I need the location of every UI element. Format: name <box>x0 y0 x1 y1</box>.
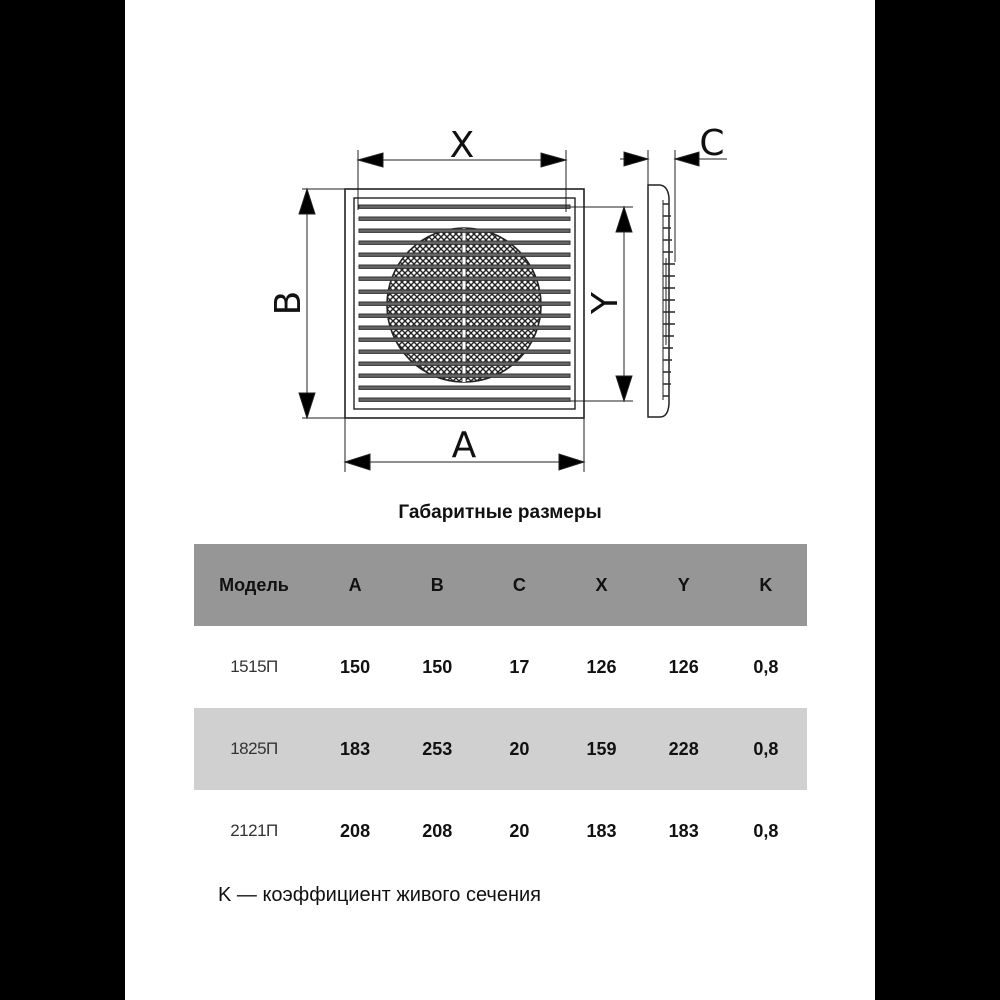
cell-model: 2121П <box>230 821 278 840</box>
cell-a: 150 <box>340 656 371 677</box>
cell-b: 208 <box>422 820 453 841</box>
cell-y: 126 <box>668 656 699 677</box>
header-c: C <box>478 544 560 626</box>
cell-k: 0,8 <box>753 656 779 677</box>
cell-x: 126 <box>586 656 617 677</box>
side-view <box>648 185 675 417</box>
table-row <box>194 708 807 790</box>
section-title: Габаритные размеры <box>398 502 602 523</box>
cell-b: 253 <box>396 708 478 790</box>
label-x: X <box>449 125 475 166</box>
label-c: C <box>699 123 725 164</box>
cell-y: 228 <box>643 708 725 790</box>
header-x: X <box>560 544 642 626</box>
table-row <box>194 626 807 708</box>
cell-c: 17 <box>509 656 530 677</box>
table-header-row <box>194 544 807 626</box>
front-view <box>345 189 584 418</box>
cell-x: 183 <box>586 820 617 841</box>
cell-c: 20 <box>509 820 530 841</box>
label-y: Y <box>585 292 626 314</box>
label-a: A <box>451 425 477 466</box>
header-b: B <box>396 544 478 626</box>
header-y: Y <box>643 544 725 626</box>
cell-a: 183 <box>314 708 396 790</box>
cell-k: 0,8 <box>725 708 807 790</box>
cell-x: 159 <box>560 708 642 790</box>
label-b: B <box>268 290 309 316</box>
cell-c: 20 <box>478 708 560 790</box>
header-k: K <box>725 544 807 626</box>
header-a: A <box>314 544 396 626</box>
coefficient-note: K — коэффициент живого сечения <box>218 884 542 906</box>
header-model: Модель <box>194 544 314 626</box>
dimensions-table <box>194 544 807 872</box>
cell-model: 1515П <box>230 657 278 676</box>
cell-y: 183 <box>668 820 699 841</box>
dimension-c <box>620 150 727 262</box>
cell-k: 0,8 <box>753 820 779 841</box>
cell-a: 208 <box>340 820 371 841</box>
cell-b: 150 <box>422 656 453 677</box>
cell-model: 1825П <box>194 708 314 790</box>
technical-drawing <box>0 0 1000 490</box>
table-row <box>194 790 807 872</box>
